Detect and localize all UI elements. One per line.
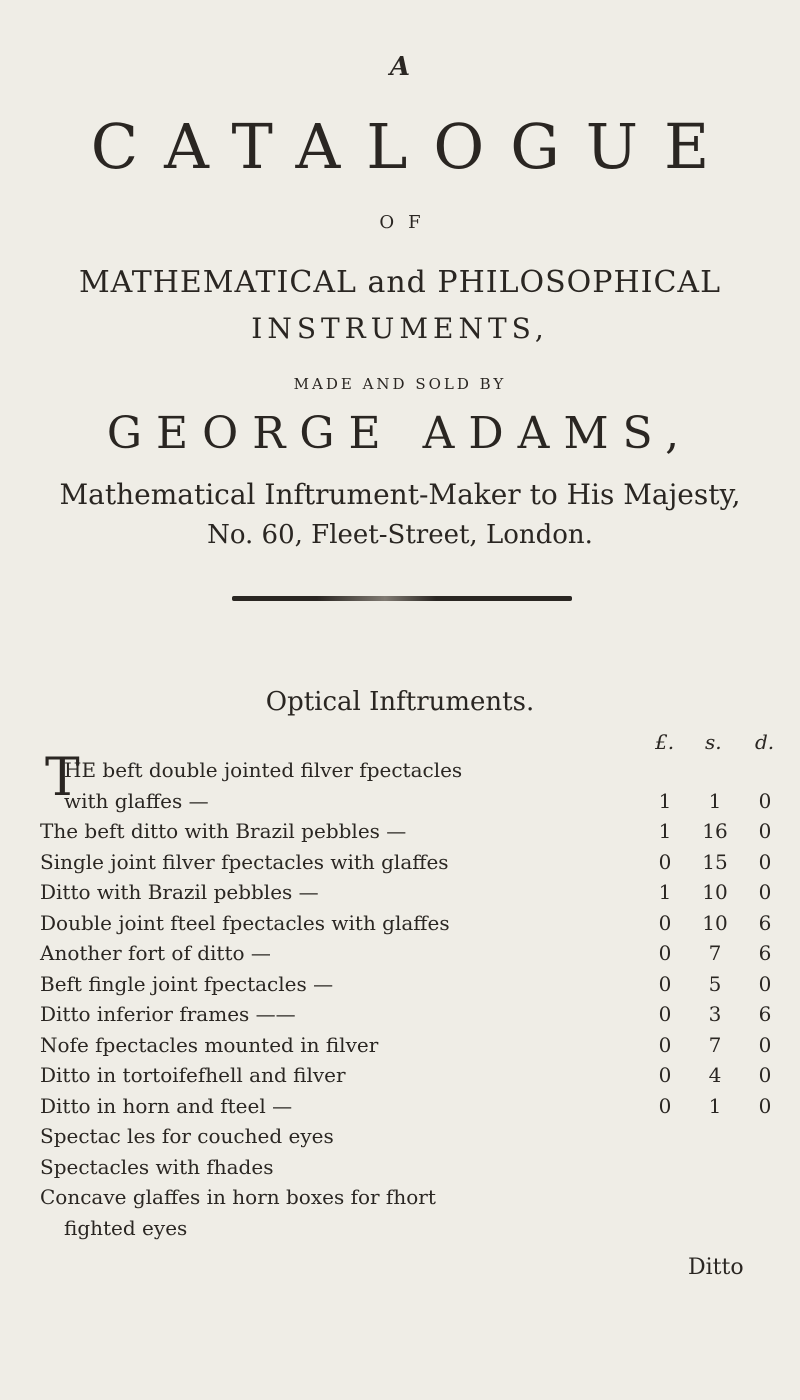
- price-pence: 0: [758, 880, 772, 904]
- price-pence: 0: [758, 1063, 772, 1087]
- price-pence: 0: [758, 1032, 772, 1057]
- maker-title: Mathematical Inftrument-Maker to His Majesty,: [59, 478, 741, 511]
- page-title: CATALOGUE: [90, 110, 736, 183]
- price-pence: 0: [758, 1093, 772, 1118]
- item-description: Ditto inferior frames ——: [40, 1002, 296, 1026]
- maker-address: No. 60, Fleet-Street, London.: [207, 520, 593, 550]
- pounds-header: £.: [655, 730, 675, 754]
- price-pounds: 0: [658, 1063, 672, 1087]
- price-shillings: 16: [702, 819, 728, 843]
- price-pounds: 0: [658, 941, 672, 965]
- catchword: Ditto: [688, 1255, 744, 1280]
- price-pounds: 1: [658, 819, 672, 843]
- price-pence: 0: [758, 971, 772, 996]
- price-pounds: 0: [658, 849, 672, 874]
- price-pounds: 0: [658, 1093, 672, 1118]
- price-shillings: 10: [702, 910, 728, 935]
- price-pence: 6: [758, 941, 772, 965]
- price-shillings: 7: [708, 1032, 722, 1057]
- section-title: Optical Inftruments.: [265, 687, 535, 717]
- pence-header: d.: [755, 730, 775, 754]
- price-pounds: 0: [658, 971, 672, 996]
- price-shillings: 1: [708, 788, 722, 813]
- item-description: Spectac les for couched eyes: [40, 1124, 334, 1148]
- shillings-header: s.: [705, 730, 722, 754]
- price-shillings: 7: [708, 941, 722, 965]
- price-shillings: 15: [702, 849, 728, 874]
- price-pence: 6: [758, 910, 772, 935]
- price-shillings: 3: [708, 1002, 722, 1026]
- item-description: with glaffes —: [64, 788, 209, 813]
- item-description: HE beft double jointed filver fpectacles: [64, 758, 463, 782]
- decorative-rule: [232, 596, 572, 601]
- item-description: Double joint fteel fpectacles with glaffes: [40, 910, 450, 935]
- item-description: Ditto in horn and fteel —: [40, 1093, 293, 1118]
- price-pounds: 0: [658, 910, 672, 935]
- item-description: The beft ditto with Brazil pebbles —: [40, 819, 407, 843]
- price-pence: 0: [758, 788, 772, 813]
- maker-name: GEORGE ADAMS,: [106, 408, 694, 459]
- subject-line-1: MATHEMATICAL and PHILOSOPHICAL: [78, 265, 722, 300]
- price-pounds: 0: [658, 1002, 672, 1026]
- item-description: Another fort of ditto —: [40, 941, 271, 965]
- price-shillings: 4: [708, 1063, 722, 1087]
- header-of: OF: [379, 212, 435, 233]
- price-shillings: 1: [708, 1093, 722, 1118]
- price-pounds: 0: [658, 1032, 672, 1057]
- drop-cap: T: [45, 748, 80, 808]
- item-description: Single joint filver fpectacles with glaffes: [40, 849, 449, 874]
- item-description: Spectacles with fhades: [40, 1154, 274, 1179]
- price-pence: 0: [758, 819, 772, 843]
- price-pounds: 1: [658, 788, 672, 813]
- price-pence: 0: [758, 849, 772, 874]
- price-shillings: 10: [702, 880, 728, 904]
- item-description: Beft fingle joint fpectacles —: [40, 971, 334, 996]
- item-description: Concave glaffes in horn boxes for fhort: [40, 1185, 436, 1209]
- item-description: fighted eyes: [64, 1215, 188, 1240]
- header-article: A: [389, 52, 411, 82]
- price-pence: 6: [758, 1002, 772, 1026]
- price-pounds: 1: [658, 880, 672, 904]
- price-shillings: 5: [708, 971, 722, 996]
- item-description: Ditto with Brazil pebbles —: [40, 880, 319, 904]
- item-description: Ditto in tortoifefhell and filver: [40, 1063, 346, 1087]
- subject-line-2: INSTRUMENTS,: [251, 312, 549, 345]
- made-by: MADE AND SOLD BY: [293, 375, 507, 393]
- item-description: Nofe fpectacles mounted in filver: [40, 1032, 379, 1057]
